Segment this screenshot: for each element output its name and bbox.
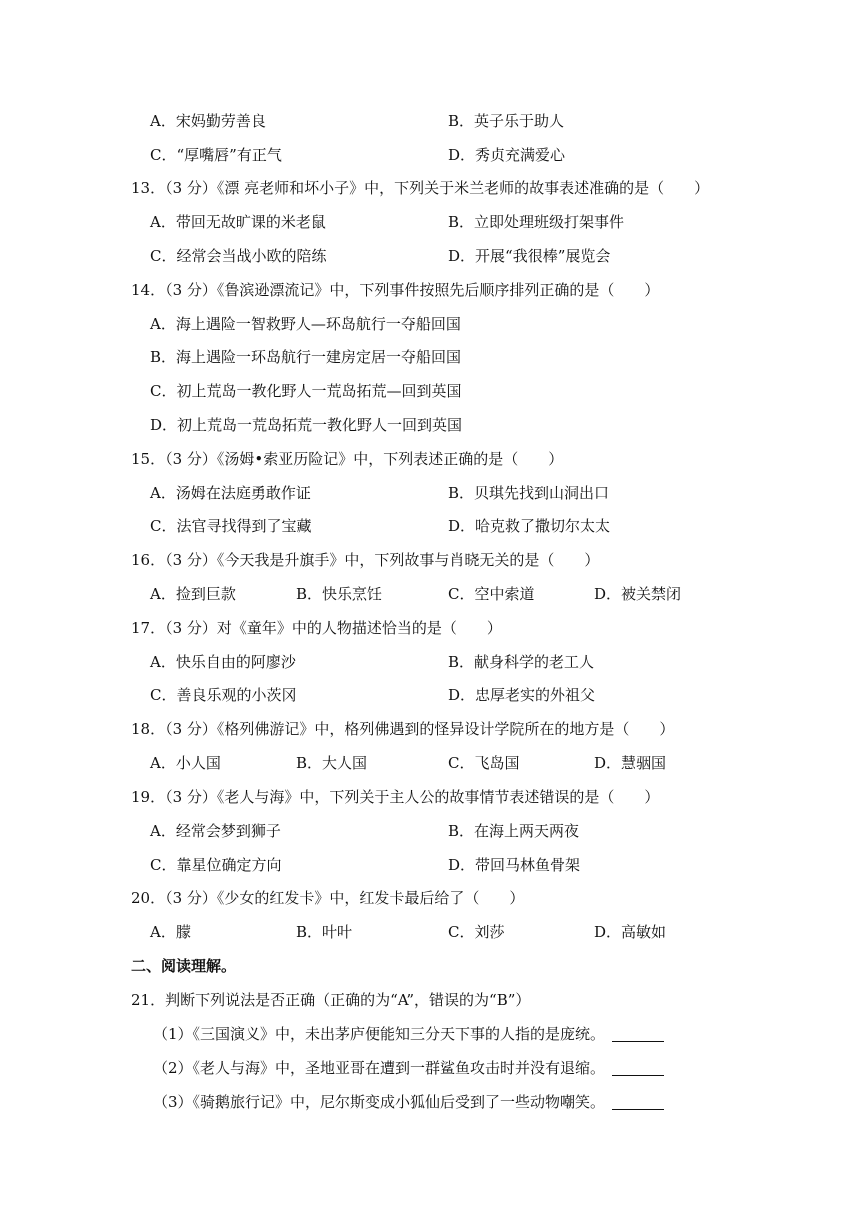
q17-option-b: B．献身科学的老工人 xyxy=(448,653,595,671)
q14-option-c: C．初上荒岛一教化野人一荒岛拓荒—回到英国 xyxy=(150,382,462,400)
q20-option-d: D．高敏如 xyxy=(594,923,667,941)
q12-option-c: C．“厚嘴唇”有正气 xyxy=(150,146,282,164)
q16-option-b: B．快乐烹饪 xyxy=(296,585,383,603)
q13-option-c: C．经常会当战小欧的陪练 xyxy=(150,247,327,265)
q21-statement-1: （1）《三国演义》中，未出茅庐便能知三分天下事的人指的是庞统。 xyxy=(153,1025,606,1043)
q21-statement-2: （2）《老人与海》中，圣地亚哥在遭到一群鲨鱼攻击时并没有退缩。 xyxy=(153,1059,606,1077)
q12-option-b: B．英子乐于助人 xyxy=(448,112,565,130)
q12-option-a: A．宋妈勤劳善良 xyxy=(150,112,266,130)
q13-option-d: D．开展“我很棒”展览会 xyxy=(448,247,611,265)
q20-option-a: A．朦 xyxy=(150,923,191,941)
q12-option-d: D．秀贞充满爱心 xyxy=(448,146,566,164)
q20-option-c: C．刘莎 xyxy=(448,923,505,941)
q16-option-a: A．捡到巨款 xyxy=(150,585,236,603)
q15-option-a: A．汤姆在法庭勇敢作证 xyxy=(150,484,311,502)
q21-answer-blank-3[interactable] xyxy=(612,1095,664,1110)
q17-option-c: C．善良乐观的小茨冈 xyxy=(150,686,297,704)
q14-option-b: B．海上遇险一环岛航行一建房定居一夺船回国 xyxy=(150,348,462,366)
q19-option-c: C．靠星位确定方向 xyxy=(150,856,282,874)
q15-option-b: B．贝琪先找到山洞出口 xyxy=(448,484,610,502)
q18-option-c: C．飞岛国 xyxy=(448,754,520,772)
q15-option-c: C．法官寻找得到了宝藏 xyxy=(150,517,312,535)
q17-option-a: A．快乐自由的阿廖沙 xyxy=(150,653,296,671)
q18-option-b: B．大人国 xyxy=(296,754,368,772)
q13-option-a: A．带回无故旷课的米老鼠 xyxy=(150,213,326,231)
q17-stem: 17．（3 分）对《童年》中的人物描述恰当的是（ ） xyxy=(131,619,502,637)
q21-statement-3: （3）《骑鹅旅行记》中，尼尔斯变成小狐仙后受到了一些动物嘲笑。 xyxy=(153,1093,606,1111)
q21-stem: 21．判断下列说法是否正确（正确的为“A”，错误的为“B”） xyxy=(131,991,531,1009)
q16-stem: 16．（3 分）《今天我是升旗手》中，下列故事与肖晓无关的是（ ） xyxy=(131,551,600,569)
section-heading: 二、阅读理解。 xyxy=(131,957,237,975)
q19-option-a: A．经常会梦到狮子 xyxy=(150,822,281,840)
q19-option-d: D．带回马林鱼骨架 xyxy=(448,856,581,874)
q20-option-b: B．叶叶 xyxy=(296,923,353,941)
q19-stem: 19．（3 分）《老人与海》中，下列关于主人公的故事情节表述错误的是（ ） xyxy=(131,788,660,806)
q15-stem: 15．（3 分）《汤姆•索亚历险记》中，下列表述正确的是（ ） xyxy=(131,450,564,468)
q15-option-d: D．哈克救了撒切尔太太 xyxy=(448,517,611,535)
q14-stem: 14．（3 分）《鲁滨逊漂流记》中，下列事件按照先后顺序排列正确的是（ ） xyxy=(131,281,660,299)
q14-option-d: D．初上荒岛一荒岛拓荒一教化野人一回到英国 xyxy=(150,416,463,434)
q13-option-b: B．立即处理班级打架事件 xyxy=(448,213,625,231)
q14-option-a: A．海上遇险一智救野人—环岛航行一夺船回国 xyxy=(150,315,461,333)
q17-option-d: D．忠厚老实的外祖父 xyxy=(448,686,596,704)
q18-option-a: A．小人国 xyxy=(150,754,221,772)
q20-stem: 20．（3 分）《少女的红发卡》中，红发卡最后给了（ ） xyxy=(131,889,525,907)
q18-option-d: D．慧骃国 xyxy=(594,754,667,772)
q21-answer-blank-2[interactable] xyxy=(612,1061,664,1076)
q16-option-c: C．空中索道 xyxy=(448,585,535,603)
q21-answer-blank-1[interactable] xyxy=(612,1027,664,1042)
q13-stem: 13．（3 分）《漂 亮老师和坏小子》中，下列关于米兰老师的故事表述准确的是（ ） xyxy=(131,179,710,197)
q18-stem: 18．（3 分）《格列佛游记》中，格列佛遇到的怪异设计学院所在的地方是（ ） xyxy=(131,720,675,738)
q16-option-d: D．被关禁闭 xyxy=(594,585,682,603)
q19-option-b: B．在海上两天两夜 xyxy=(448,822,580,840)
